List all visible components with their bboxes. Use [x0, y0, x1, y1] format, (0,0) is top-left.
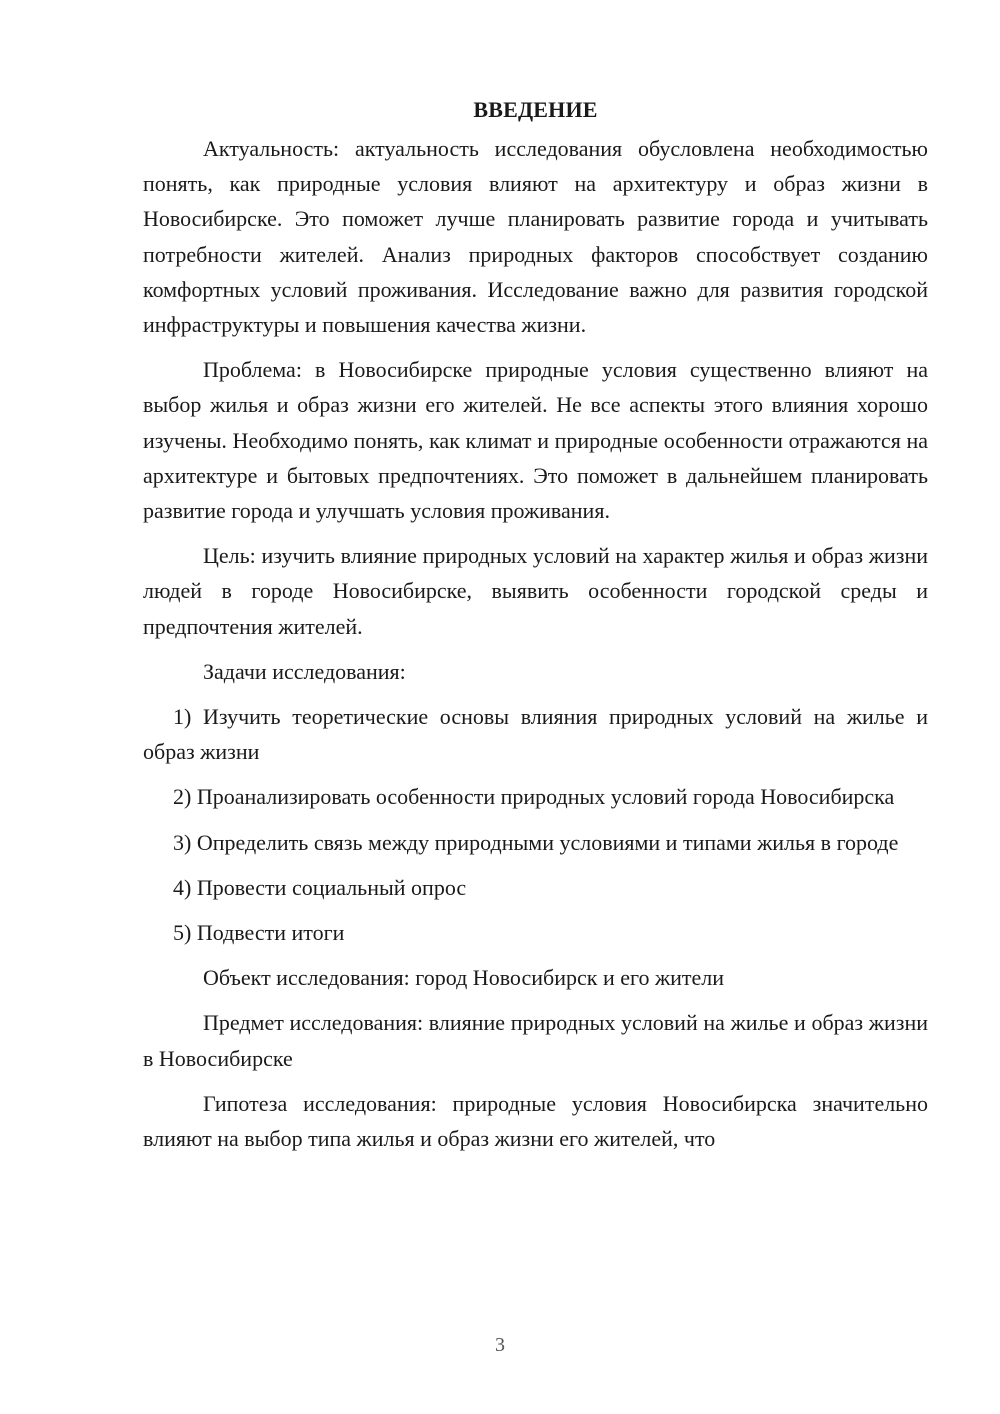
task-item-5: 5) Подвести итоги — [173, 920, 345, 946]
paragraph-subject: Предмет исследования: влияние природных условий на жилье и образ жизни в Новосибирске — [143, 1010, 928, 1071]
task-item-4: 4) Провести социальный опрос — [173, 874, 467, 900]
paragraph-goal: Цель: изучить влияние природных условий на характер жилья и образ жизни людей в городе Новосибирске, выявить особенности городской среды и предпочтения жителей. — [143, 543, 928, 639]
paragraph-tasks-heading: Задачи исследования: — [203, 658, 406, 684]
paragraph-relevance: Актуальность: актуальность исследования обусловлена необходимостью понять, как природные условия влияют на архитектуру и образ жизни в Новосибирске. Это поможет лучше планировать развитие города и учитывать потребности жителей. Анализ природных факторов способствует созданию комфортных условий проживания. Исследование важно для развития городской инфраструктуры и повышения качества жизни. — [143, 136, 928, 338]
task-item-1: 1) Изучить теоретические основы влияния природных условий на жилье и образ жизни — [143, 704, 928, 765]
task-item-3: 3) Определить связь между природными условиями и типами жилья в городе — [173, 829, 899, 855]
document-body — [143, 92, 928, 1156]
paragraph-problem: Проблема: в Новосибирске природные условия существенно влияют на выбор жилья и образ жизни его жителей. Не все аспекты этого влияния хорошо изучены. Необходимо понять, как климат и природные особенности отражаются на архитектуре и бытовых предпочтениях. Это поможет в дальнейшем планировать развитие города и улучшать условия проживания. — [143, 357, 928, 524]
page-number: 3 — [495, 1334, 505, 1356]
paragraph-object: Объект исследования: город Новосибирск и его жители — [203, 965, 725, 991]
section-title: ВВЕДЕНИЕ — [473, 97, 598, 122]
paragraph-hypothesis: Гипотеза исследования: природные условия Новосибирска значительно влияют на выбор типа жилья и образ жизни его жителей, что — [143, 1090, 928, 1152]
task-item-2: 2) Проанализировать особенности природных условий города Новосибирска — [173, 784, 895, 810]
